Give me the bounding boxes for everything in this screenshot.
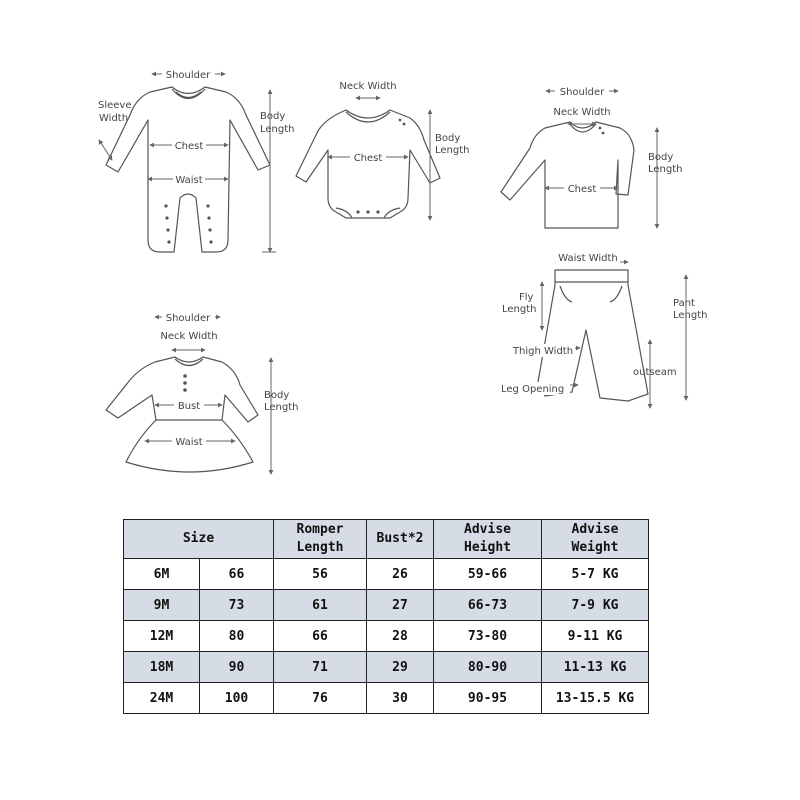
cell-size-cm: 100 <box>200 683 274 714</box>
table-row <box>124 621 649 652</box>
table-row <box>124 683 649 714</box>
top-chest-label: Chest <box>567 184 597 195</box>
cell-height: 73-80 <box>434 621 542 652</box>
romper-sleeve-label-2: Width <box>99 113 129 124</box>
pants-diagram <box>500 252 708 408</box>
romper-collar-inner <box>176 92 201 98</box>
table-row <box>124 652 649 683</box>
bodysuit-neck-width-label: Neck Width <box>339 81 397 92</box>
top-diagram <box>501 84 683 228</box>
cell-size: 9M <box>124 590 200 621</box>
header-advise-height-line2: Height <box>464 540 511 555</box>
romper-shoulder-label: Shoulder <box>165 70 211 81</box>
cell-bust: 29 <box>367 652 434 683</box>
cell-height: 66-73 <box>434 590 542 621</box>
bodysuit-outline <box>296 110 440 218</box>
header-size: Size <box>124 520 274 559</box>
bodysuit-body-length-label-1: Body <box>435 133 461 144</box>
header-romper-length-line1: Romper <box>296 522 344 537</box>
cell-romper-length: 66 <box>274 621 367 652</box>
cell-size: 18M <box>124 652 200 683</box>
dress-waist-label: Waist <box>175 437 203 448</box>
header-advise-height-line1: Advise <box>464 522 511 537</box>
bodysuit-chest-label: Chest <box>353 153 383 164</box>
header-advise-weight-line1: Advise <box>571 522 619 537</box>
cell-size: 12M <box>124 621 200 652</box>
cell-height: 90-95 <box>434 683 542 714</box>
bodysuit-body-length-label-2: Length <box>435 145 470 156</box>
top-neck-width-label: Neck Width <box>553 107 611 118</box>
cell-romper-length: 71 <box>274 652 367 683</box>
cell-bust: 26 <box>367 559 434 590</box>
romper-snaps <box>164 204 212 243</box>
header-advise-weight-line2: Weight <box>571 540 619 555</box>
cell-romper-length: 56 <box>274 559 367 590</box>
dress-body-length-label-1: Body <box>264 390 290 401</box>
pants-leg-opening-label: Leg Opening <box>501 384 565 395</box>
cell-weight: 13-15.5 KG <box>542 683 649 714</box>
cell-size-cm: 80 <box>200 621 274 652</box>
pants-fly-length-label-1: Fly <box>519 292 534 303</box>
romper-body-length-label-1: Body <box>260 111 286 122</box>
top-shoulder-label: Shoulder <box>559 87 605 98</box>
header-romper-length <box>274 520 367 559</box>
pants-fly-length-label-2: Length <box>502 304 537 315</box>
cell-weight: 5-7 KG <box>542 559 649 590</box>
cell-size-cm: 66 <box>200 559 274 590</box>
dress-body-length-label-2: Length <box>264 402 299 413</box>
dress-buttons <box>183 374 187 392</box>
header-advise-height <box>434 520 542 559</box>
top-buttons <box>599 127 605 135</box>
romper-sleeve-label-1: Sleeve <box>98 100 132 111</box>
dress-diagram <box>106 310 299 474</box>
romper-chest-label: Chest <box>174 141 204 152</box>
bodysuit-diagram <box>296 81 470 220</box>
pants-outline <box>538 270 648 401</box>
cell-romper-length: 61 <box>274 590 367 621</box>
pants-outseam-label: outseam <box>633 367 677 378</box>
romper-waist-label: Waist <box>175 175 203 186</box>
romper-diagram <box>98 67 295 252</box>
table-row <box>124 559 649 590</box>
pants-pant-length-label-1: Pant <box>673 298 695 309</box>
top-body-length-label-2: Length <box>648 164 683 175</box>
bodysuit-snaps <box>353 119 405 214</box>
cell-size: 24M <box>124 683 200 714</box>
dress-neck-width-label: Neck Width <box>160 331 218 342</box>
cell-bust: 27 <box>367 590 434 621</box>
header-romper-length-line2: Length <box>296 540 344 555</box>
cell-height: 59-66 <box>434 559 542 590</box>
cell-bust: 28 <box>367 621 434 652</box>
pants-waist-width-label: Waist Width <box>558 253 618 264</box>
header-advise-weight <box>542 520 649 559</box>
dress-outline <box>106 357 258 472</box>
dress-bust-label: Bust <box>177 401 201 412</box>
top-outline <box>501 122 634 228</box>
cell-height: 80-90 <box>434 652 542 683</box>
pants-thigh-width-label: Thigh Width <box>512 346 574 357</box>
table-header-row <box>124 520 649 559</box>
cell-size-cm: 90 <box>200 652 274 683</box>
cell-size-cm: 73 <box>200 590 274 621</box>
size-chart-table <box>123 519 649 714</box>
romper-body-length-label-2: Length <box>260 124 295 135</box>
cell-bust: 30 <box>367 683 434 714</box>
cell-weight: 11-13 KG <box>542 652 649 683</box>
header-bust: Bust*2 <box>367 520 434 559</box>
top-body-length-label-1: Body <box>648 152 674 163</box>
table-row <box>124 590 649 621</box>
romper-outline <box>106 87 270 252</box>
pants-pockets <box>560 286 622 302</box>
cell-romper-length: 76 <box>274 683 367 714</box>
pants-pant-length-label-2: Length <box>673 310 708 321</box>
dress-shoulder-label: Shoulder <box>165 313 211 324</box>
cell-weight: 9-11 KG <box>542 621 649 652</box>
cell-size: 6M <box>124 559 200 590</box>
cell-weight: 7-9 KG <box>542 590 649 621</box>
